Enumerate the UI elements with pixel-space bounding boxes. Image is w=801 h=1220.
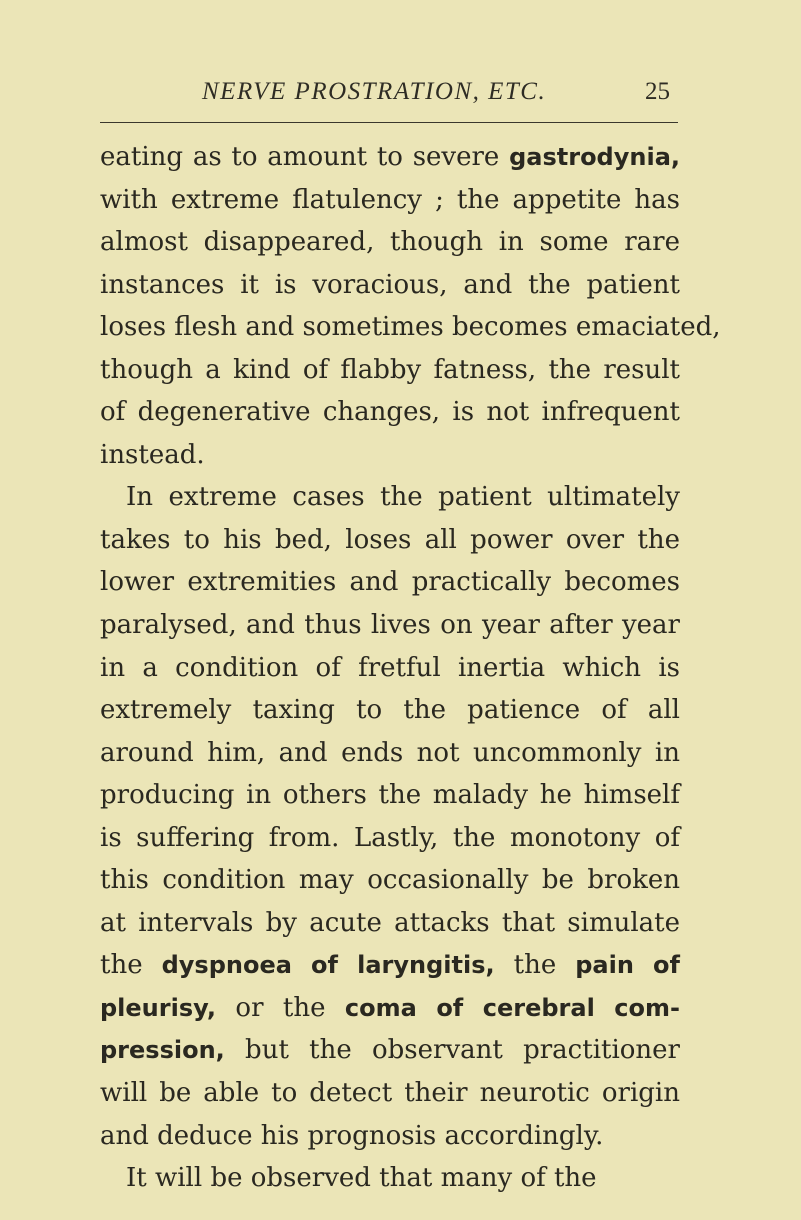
text-line: in a condition of fretful inertia which is [100, 652, 680, 683]
text-line: though a kind of flabby fatness, the result [100, 354, 680, 385]
header-rule [100, 122, 678, 123]
text-line: of degenerative changes, is not infrequent [100, 397, 680, 428]
text-line: and deduce his prognosis accordingly. [100, 1120, 604, 1151]
term-dyspnoea: dyspnoea of laryngitis, [161, 951, 495, 980]
body-text [100, 136, 721, 1200]
text-line: with extreme flatulency ; the appetite has [100, 184, 680, 215]
text-line: paralysed, and thus lives on year after year [100, 610, 680, 641]
text-line: instead. [100, 439, 205, 470]
text-line: eating as to amount to severe gastrodynia, [100, 142, 680, 172]
text-line: is suffering from. Lastly, the monotony of [100, 822, 680, 853]
running-title: NERVE PROSTRATION, ETC. [202, 78, 547, 105]
term-pain: pain of [575, 951, 680, 980]
text-line: extremely taxing to the patience of all [100, 695, 680, 726]
term-coma: coma of cerebral com- [344, 993, 680, 1022]
text-line: the dyspnoea of laryngitis, the pain of [100, 950, 680, 981]
term-gastrodynia: gastrodynia, [509, 143, 680, 171]
paragraph-start-line: It will be observed that many of the [126, 1163, 597, 1194]
text-line: pression, but the observant practitioner [100, 1035, 680, 1066]
text-line: almost disappeared, though in some rare [100, 227, 680, 258]
text-line: takes to his bed, loses all power over the [100, 524, 680, 555]
text-line: lower extremities and practically becomes [100, 567, 680, 598]
text-line: pleurisy, or the coma of cerebral com- [100, 992, 680, 1023]
text-line: producing in others the malady he himself [100, 780, 680, 811]
text-line: this condition may occasionally be broken [100, 865, 680, 896]
text-line: will be able to detect their neurotic origin [100, 1078, 680, 1109]
text-line: loses flesh and sometimes becomes emaciated, [100, 312, 721, 343]
paragraph-start-line: In extreme cases the patient ultimately [126, 482, 680, 513]
page-number: 25 [645, 78, 670, 105]
text-line: around him, and ends not uncommonly in [100, 737, 680, 768]
running-head [100, 78, 680, 108]
text-line: at intervals by acute attacks that simulate [100, 907, 680, 938]
text-line: instances it is voracious, and the patient [100, 269, 680, 300]
